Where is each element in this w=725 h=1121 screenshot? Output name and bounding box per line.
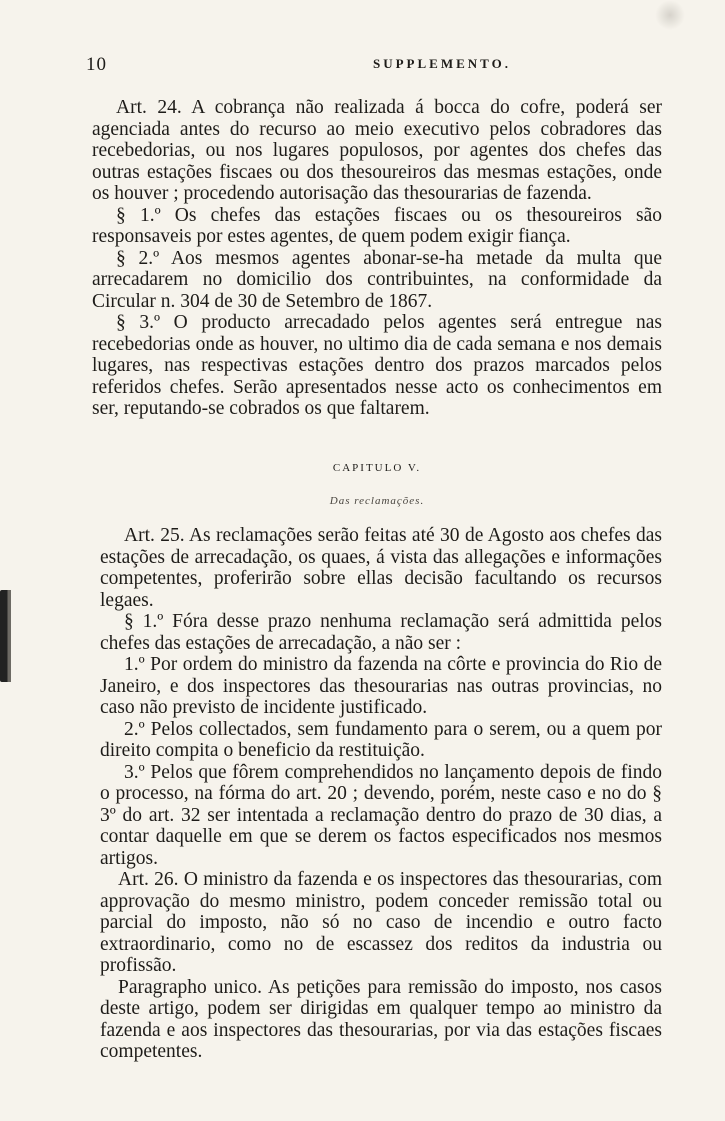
article-25: Art. 25. As reclamações serão feitas até 30 de Agosto aos chefes das estações de arrecadação, os quaes, á vista das allegações e informações competentes, proferirão sobre ellas decisão facultando os recursos legaes.: [100, 525, 662, 611]
article-24: Art. 24. A cobrança não realizada á bocca do cofre, poderá ser agenciada antes do recurso ao meio executivo pelos cobradores das recebedorias, ou nos lugares populosos, por agentes dos chefes das outras estações fiscaes ou dos thesoureiros das mesmas estações, onde os houver ; procedendo autorisação das thesourarias de fazenda.: [92, 97, 662, 204]
article-25-item-1: 1.º Por ordem do ministro da fazenda na côrte e provincia do Rio de Janeiro, e dos inspectores das thesourarias nas outras provincias, no caso não previsto de incidente justificado.: [100, 654, 662, 718]
chapter-subtitle: Das reclamações.: [329, 495, 425, 507]
article-24-paragraph-1: § 1.º Os chefes das estações fiscaes ou os thesoureiros são responsaveis por estes agentes, de quem podem exigir fiança.: [92, 204, 662, 247]
article-24-block: [92, 97, 662, 420]
page-number: 10: [86, 54, 107, 75]
article-24-paragraph-3: § 3.º O producto arrecadado pelos agentes será entregue nas recebedorias onde as houver, no ultimo dia de cada semana e nos demais lugares, nas respectivas estações dentro dos prazos marcados pelos referidos chefes. Serão apresentados nesse acto os conhecimentos em ser, reputando-se cobrados os que faltarem.: [92, 312, 662, 419]
article-26-sole-paragraph: Paragrapho unico. As petições para remissão do imposto, nos casos deste artigo, podem ser dirigidas em qualquer tempo ao ministro da fazenda e aos inspectores das thesourarias, por via das estações fiscaes competentes.: [100, 976, 662, 1062]
chapter-heading: CAPITULO V.: [332, 462, 422, 474]
binding-mark: [0, 590, 14, 682]
article-26: Art. 26. O ministro da fazenda e os inspectores das thesourarias, com approvação do mesmo ministro, podem conceder remissão total ou parcial do imposto, não só no caso de incendio e outro facto extraordinario, como no de escassez dos reditos da industria ou profissão.: [100, 869, 662, 976]
article-25-paragraph-1: § 1.º Fóra desse prazo nenhuma reclamação será admittida pelos chefes das estações de arrecadação, a não ser :: [100, 611, 662, 654]
article-24-paragraph-2: § 2.º Aos mesmos agentes abonar-se-ha metade da multa que arrecadarem no domicilio dos contribuintes, na conformidade da Circular n. 304 de 30 de Setembro de 1867.: [92, 247, 662, 312]
article-25-item-2: 2.º Pelos collectados, sem fundamento para o serem, ou a quem por direito compita o beneficio da restituição.: [100, 718, 662, 761]
article-25-item-3: 3.º Pelos que fôrem comprehendidos no lançamento depois de findo o processo, na fórma do art. 20 ; devendo, porém, neste caso e no do § 3º do art. 32 ser intentada a reclamação dentro do prazo de 30 dias, a contar daquelle em que se derem os factos especificados nos mesmos artigos.: [100, 761, 662, 869]
paper-stain: [655, 0, 685, 30]
running-title: SUPPLEMENTO.: [373, 56, 511, 71]
running-header: [86, 54, 676, 78]
articles-25-26-block: [100, 525, 662, 1063]
